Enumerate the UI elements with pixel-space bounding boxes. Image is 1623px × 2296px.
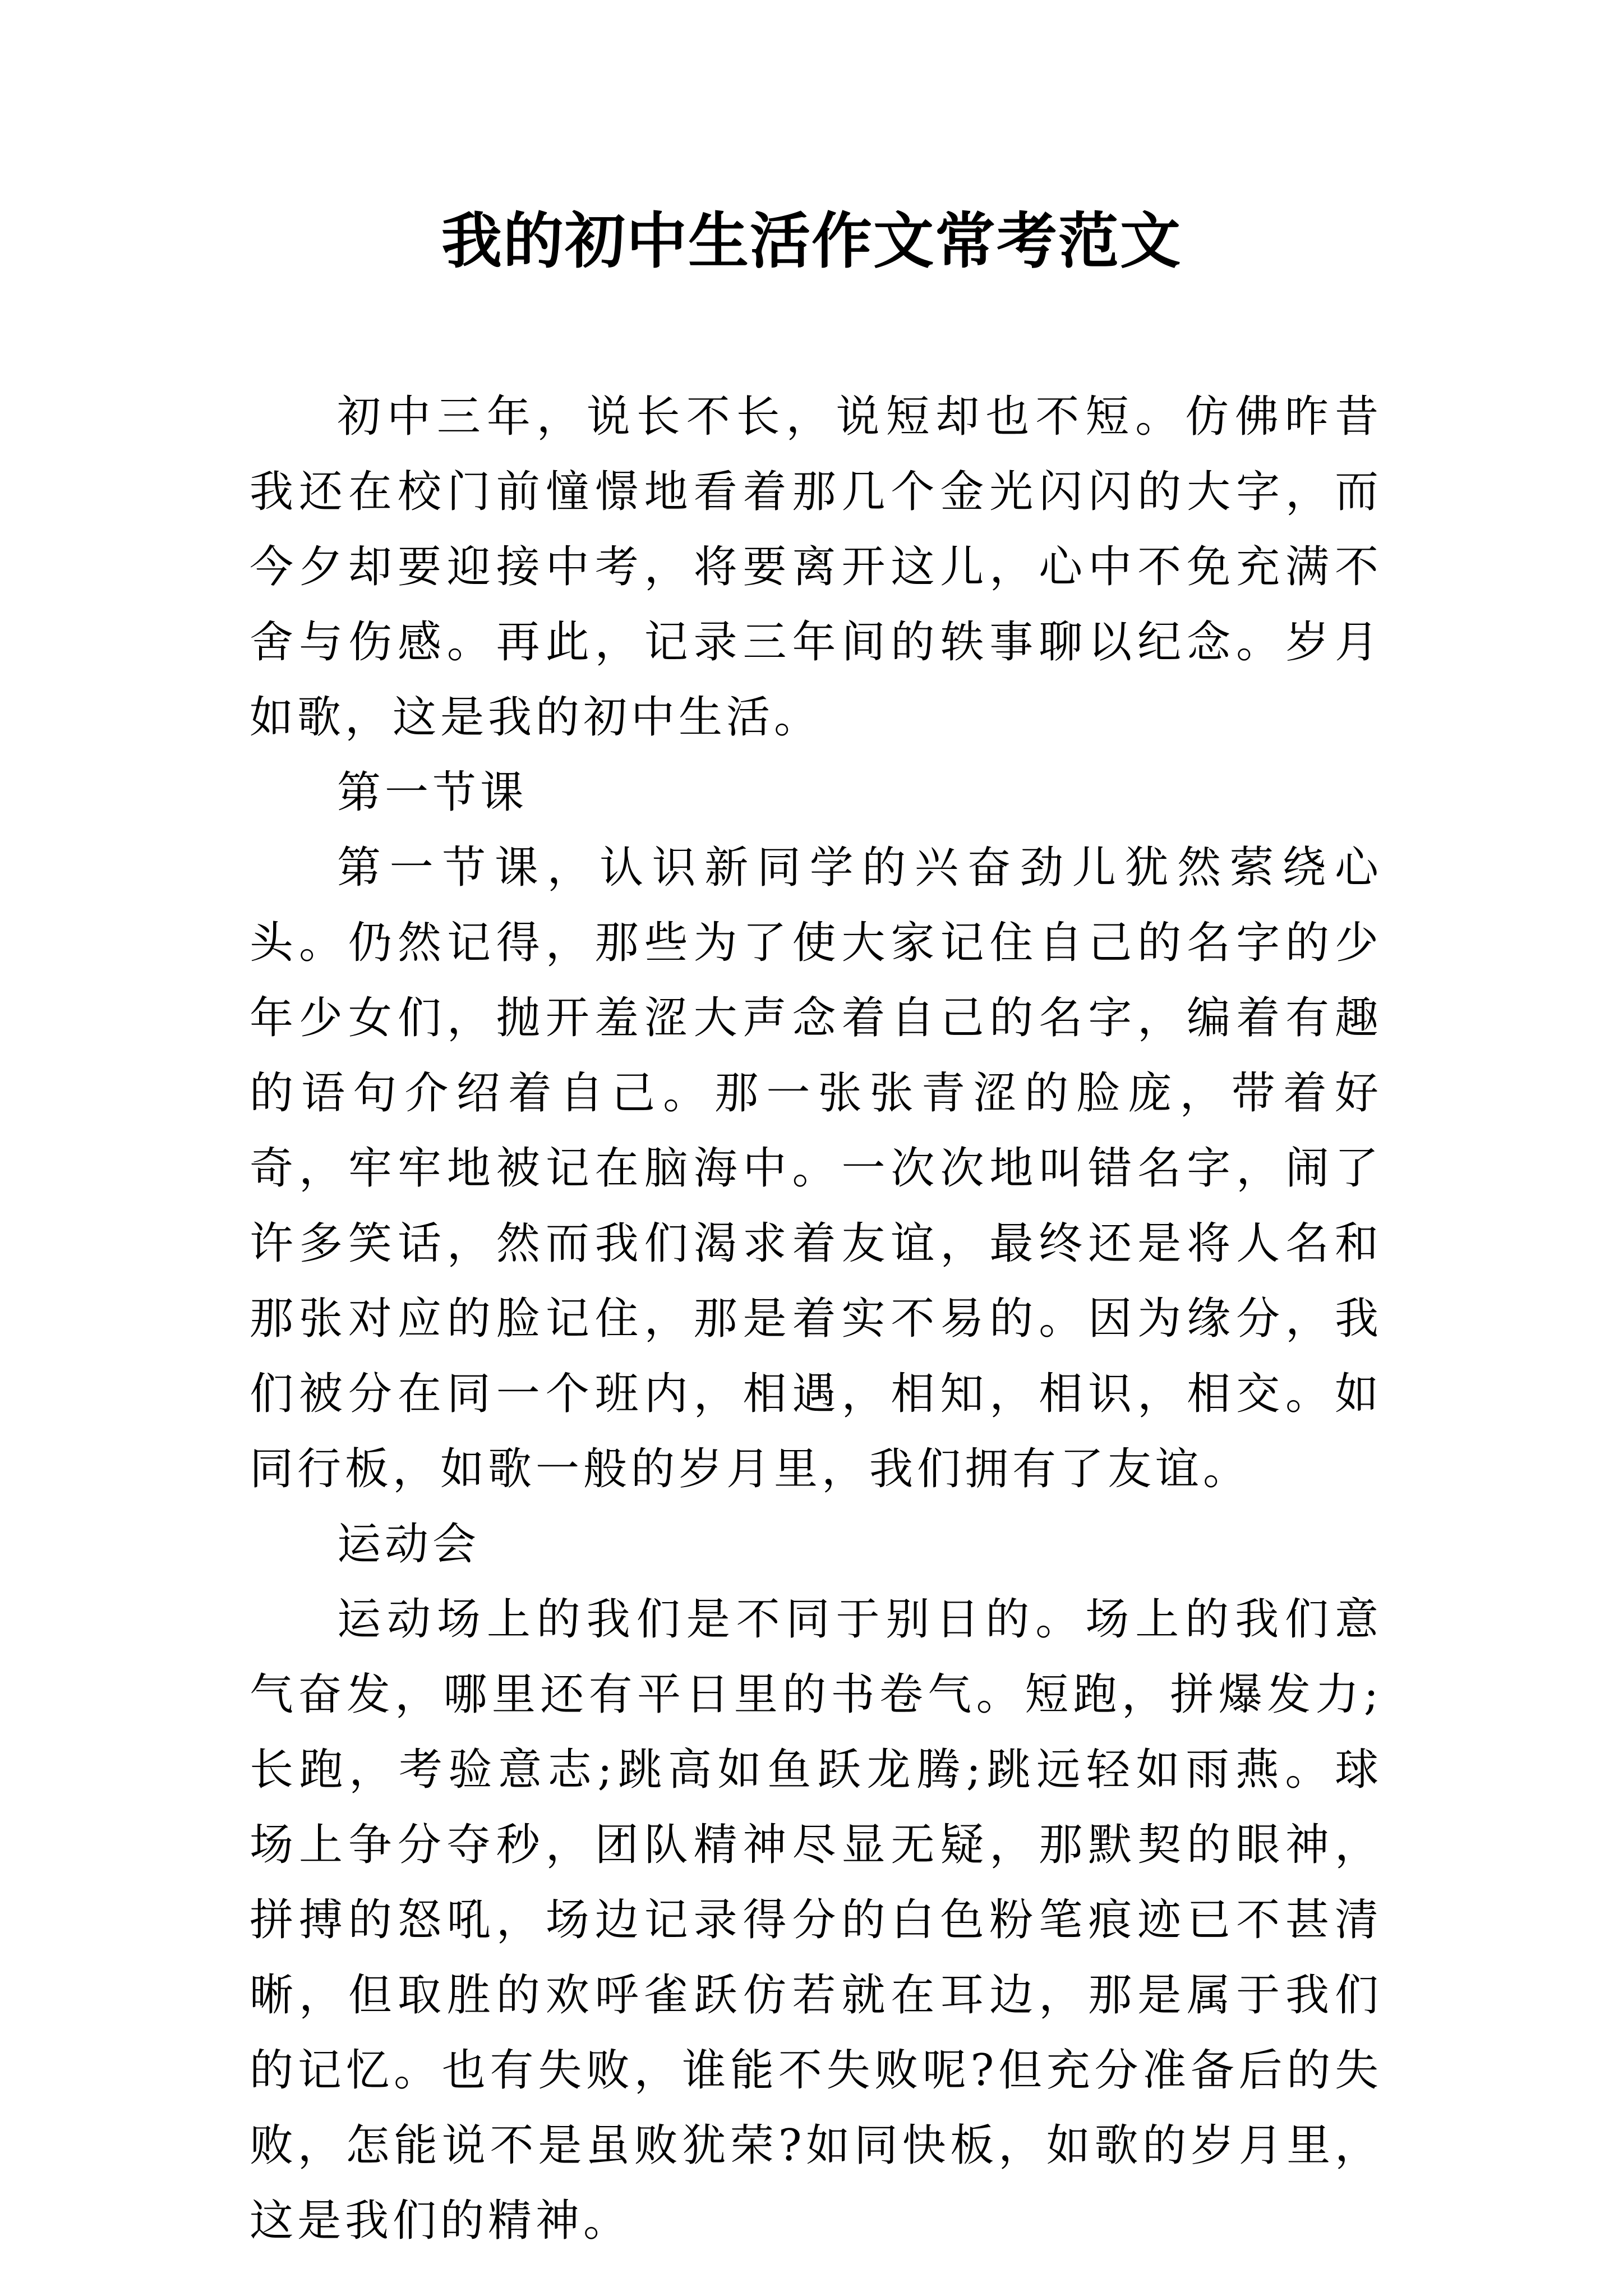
document-title: 我的初中生活作文常考范文 <box>441 206 1182 277</box>
paragraph-sports-meet: 运动场上的我们是不同于别日的。场上的我们意气奋发，哪里还有平日里的书卷气。短跑，拼爆发力;长跑，考验意志;跳高如鱼跃龙腾;跳远轻如雨燕。球场上争分夺秒，团队精神尽显无疑，那默契的眼神，拼搏的怒吼，场边记录得分的白色粉笔痕迹已不甚清晰，但取胜的欢呼雀跃仿若就在耳边，那是属于我们的记忆。也有失败，谁能不失败呢?但充分准备后的失败，怎能说不是虽败犹荣?如同快板，如歌的岁月里，这是我们的精神。 <box>250 1594 1382 2246</box>
section-heading-first-class: 第一节课 <box>337 767 528 818</box>
paragraph-first-class: 第一节课，认识新同学的兴奋劲儿犹然萦绕心头。仍然记得，那些为了使大家记住自己的名字的少年少女们，抛开羞涩大声念着自己的名字，编着有趣的语句介绍着自己。那一张张青涩的脸庞，带着好奇，牢牢地被记在脑海中。一次次地叫错名字，闹了许多笑话，然而我们渴求着友谊，最终还是将人名和那张对应的脸记住，那是着实不易的。因为缘分，我们被分在同一个班内，相遇，相知，相识，相交。如同行板，如歌一般的岁月里，我们拥有了友谊。 <box>250 843 1382 1494</box>
section-heading-sports-meet: 运动会 <box>337 1519 481 1570</box>
paragraph-intro: 初中三年，说长不长，说短却也不短。仿佛昨昔我还在校门前憧憬地看着那几个金光闪闪的大字，而今夕却要迎接中考，将要离开这儿，心中不免充满不舍与伤感。再此，记录三年间的轶事聊以纪念。岁月如歌，这是我的初中生活。 <box>250 392 1382 743</box>
document-body <box>250 379 1382 2258</box>
